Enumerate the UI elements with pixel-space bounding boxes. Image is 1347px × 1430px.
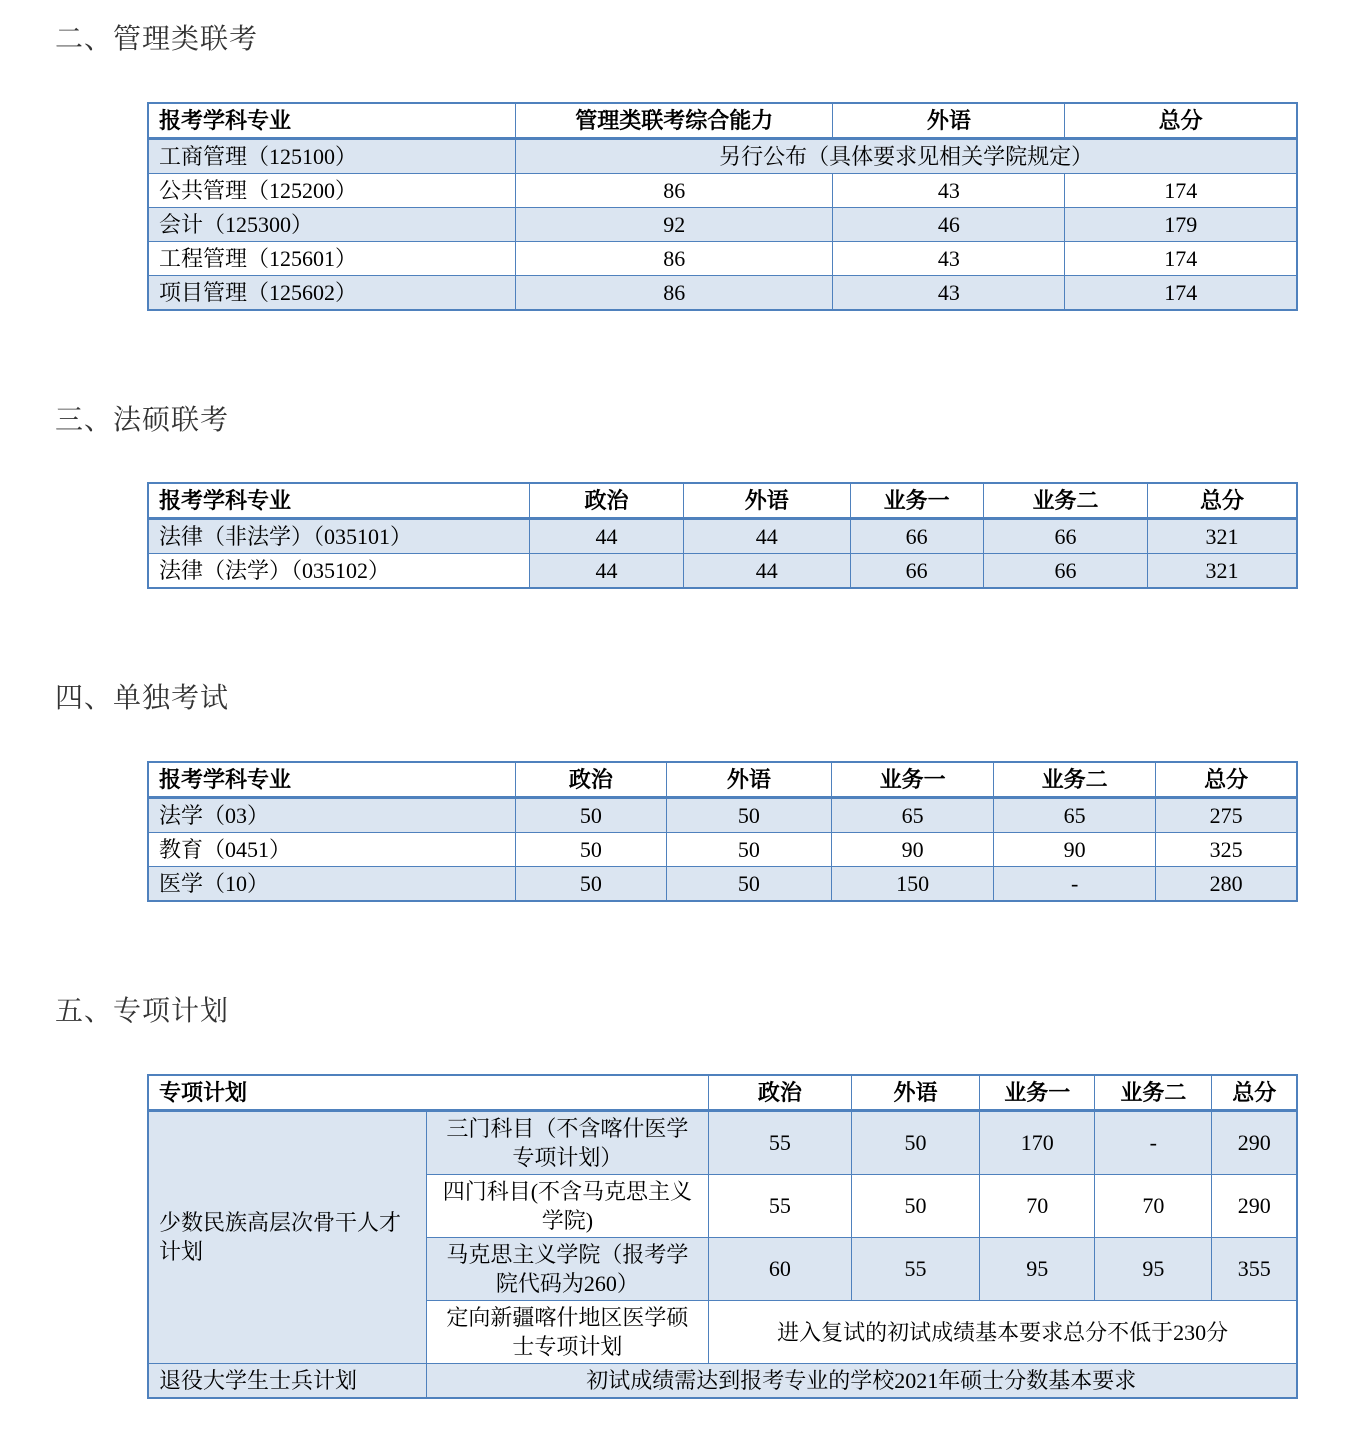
column-header: 报考学科专业 [148,483,529,519]
column-header: 业务一 [850,483,983,519]
table-cell: 65 [832,798,994,833]
table-cell: 86 [516,241,833,275]
separate-exam-scores-table [147,761,1298,902]
table-row [148,519,1297,554]
table-cell: - [1095,1110,1212,1174]
table-cell: 65 [994,798,1156,833]
table-row [148,1364,1297,1399]
program-label: 少数民族高层次骨干人才计划 [148,1110,426,1363]
table-row [148,173,1297,207]
table-cell: 43 [833,241,1065,275]
column-header: 政治 [709,1075,851,1111]
table-row [148,241,1297,275]
table-row [148,554,1297,589]
table-cell: 70 [1095,1174,1212,1237]
table-cell: 174 [1065,275,1297,310]
column-header: 管理类联考综合能力 [516,103,833,139]
section-separate-examination [0,681,1347,902]
row-label: 项目管理（125602） [148,275,516,310]
table-cell: 50 [666,867,831,902]
table-cell: 90 [994,833,1156,867]
table-cell: 321 [1148,554,1297,589]
table-cell: 179 [1065,207,1297,241]
merged-note-cell: 初试成绩需达到报考专业的学校2021年硕士分数基本要求 [426,1364,1297,1399]
column-header: 外语 [666,762,831,798]
table-cell: 60 [709,1237,851,1300]
table-cell: 95 [980,1237,1095,1300]
column-header: 总分 [1148,483,1297,519]
section-title: 五、专项计划 [55,995,230,1027]
table-row [148,867,1297,902]
column-header: 业务二 [983,483,1147,519]
table-cell: 66 [850,519,983,554]
merged-note-cell: 另行公布（具体要求见相关学院规定） [516,138,1297,173]
section-title: 三、法硕联考 [55,403,230,435]
column-header: 报考学科专业 [148,762,516,798]
table-cell: 174 [1065,241,1297,275]
table-cell: 50 [516,833,667,867]
table-cell: 44 [683,519,850,554]
table-cell: 290 [1212,1110,1297,1174]
table-cell: 325 [1156,833,1297,867]
table-wrapper [147,482,1347,589]
table-cell: 55 [851,1237,980,1300]
column-header: 外语 [833,103,1065,139]
column-header: 业务一 [980,1075,1095,1111]
management-scores-table [147,102,1298,311]
row-label: 法律（非法学）（035101） [148,519,529,554]
table-cell: 174 [1065,173,1297,207]
table-row [148,798,1297,833]
column-header: 政治 [516,762,667,798]
column-header: 总分 [1065,103,1297,139]
row-label: 教育（0451） [148,833,516,867]
table-cell: 50 [666,798,831,833]
table-cell: 43 [833,173,1065,207]
table-cell: 50 [516,867,667,902]
column-header: 业务二 [994,762,1156,798]
table-cell: 90 [832,833,994,867]
table-cell: 44 [683,554,850,589]
subplan-label: 定向新疆喀什地区医学硕士专项计划 [426,1301,709,1364]
table-cell: 95 [1095,1237,1212,1300]
subplan-label: 四门科目(不含马克思主义学院) [426,1174,709,1237]
section-special-programs [0,994,1347,1399]
row-label: 工商管理（125100） [148,138,516,173]
column-header: 专项计划 [148,1075,709,1111]
table-cell: 50 [666,833,831,867]
law-scores-table [147,482,1298,589]
table-wrapper [147,102,1347,311]
column-header: 总分 [1212,1075,1297,1111]
special-programs-scores-table [147,1074,1298,1399]
table-cell: 66 [983,554,1147,589]
merged-note-cell: 进入复试的初试成绩基本要求总分不低于230分 [709,1301,1297,1364]
table-cell: 66 [983,519,1147,554]
table-cell: 50 [851,1110,980,1174]
column-header: 业务一 [832,762,994,798]
table-cell: 50 [516,798,667,833]
table-row [148,207,1297,241]
table-row [148,275,1297,310]
table-cell: 150 [832,867,994,902]
column-header: 总分 [1156,762,1297,798]
table-cell: 70 [980,1174,1095,1237]
section-title: 四、单独考试 [55,682,230,714]
column-header: 政治 [529,483,683,519]
header-row [148,483,1297,519]
table-cell: 280 [1156,867,1297,902]
table-row [148,138,1297,173]
header-row [148,1075,1297,1111]
table-wrapper [147,761,1347,902]
row-label: 会计（125300） [148,207,516,241]
table-cell: 355 [1212,1237,1297,1300]
table-cell: 43 [833,275,1065,310]
table-cell: 275 [1156,798,1297,833]
table-cell: 66 [850,554,983,589]
table-cell: 46 [833,207,1065,241]
column-header: 外语 [851,1075,980,1111]
table-cell: 86 [516,173,833,207]
row-label: 法律（法学）（035102） [148,554,529,589]
column-header: 业务二 [1095,1075,1212,1111]
table-cell: 55 [709,1110,851,1174]
subplan-label: 马克思主义学院（报考学院代码为260） [426,1237,709,1300]
header-row [148,103,1297,139]
table-cell: 50 [851,1174,980,1237]
table-cell: 290 [1212,1174,1297,1237]
table-cell: 44 [529,554,683,589]
table-cell: - [994,867,1156,902]
table-cell: 55 [709,1174,851,1237]
table-cell: 170 [980,1110,1095,1174]
column-header: 外语 [683,483,850,519]
table-cell: 92 [516,207,833,241]
table-cell: 44 [529,519,683,554]
row-label: 医学（10） [148,867,516,902]
section-law-master-joint-exam [0,403,1347,590]
subplan-label: 三门科目（不含喀什医学专项计划） [426,1110,709,1174]
row-label: 公共管理（125200） [148,173,516,207]
table-wrapper [147,1074,1347,1399]
table-cell: 86 [516,275,833,310]
section-management-joint-exam [0,22,1347,311]
section-title: 二、管理类联考 [55,23,259,54]
row-label: 法学（03） [148,798,516,833]
table-row [148,833,1297,867]
program-label: 退役大学生士兵计划 [148,1364,426,1399]
header-row [148,762,1297,798]
table-row [148,1110,1297,1174]
table-cell: 321 [1148,519,1297,554]
column-header: 报考学科专业 [148,103,516,139]
row-label: 工程管理（125601） [148,241,516,275]
